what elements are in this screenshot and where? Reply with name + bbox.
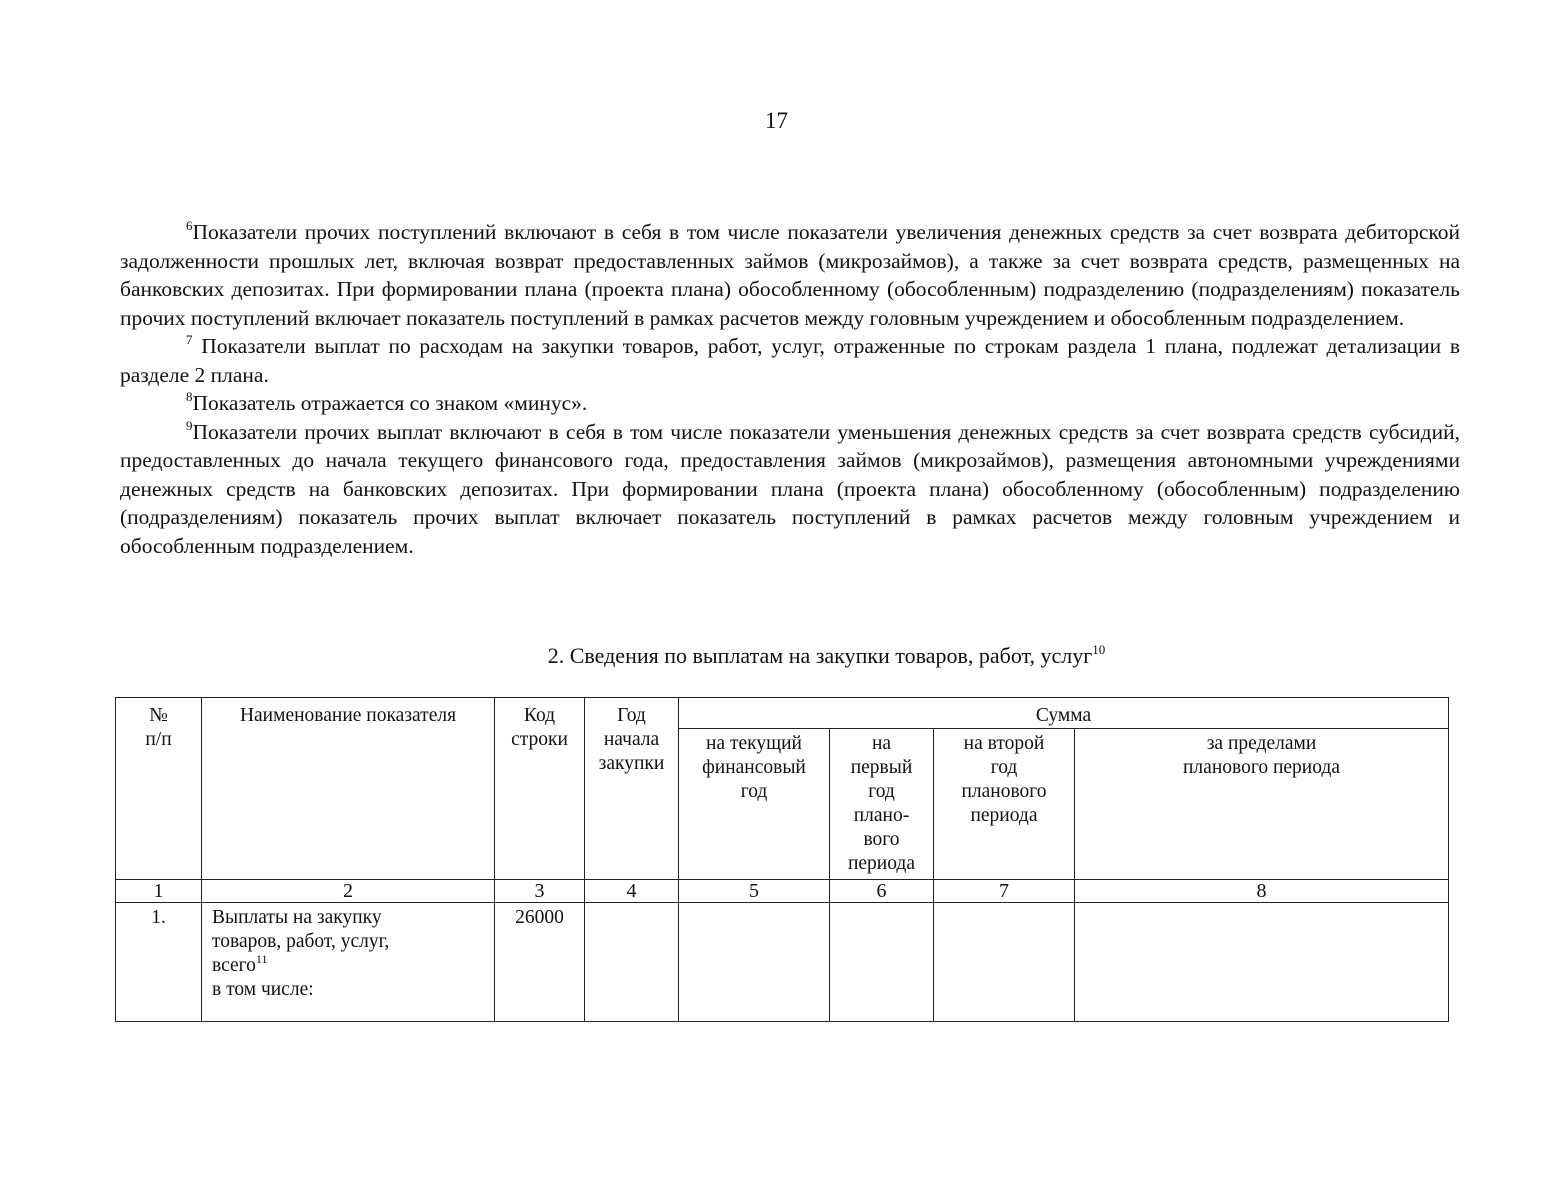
footnote-6 (120, 218, 1460, 332)
section-title-text: 2. Сведения по выплатам на закупки товаров, работ, услуг (547, 643, 1093, 668)
footnotes (120, 218, 1460, 560)
header-beyond-plan: за пределами планового периода (1075, 729, 1449, 880)
header-num: № п/п (116, 698, 202, 880)
header-sum: Сумма (679, 698, 1449, 729)
header-code: Код строки (495, 698, 585, 880)
header-second-plan-year: на второй год планового периода (934, 729, 1075, 880)
table-header-row (116, 698, 1449, 729)
footnote-7 (120, 332, 1460, 389)
row-second (934, 903, 1075, 1022)
column-number: 1 (116, 880, 202, 903)
header-first-plan-year: на первый год плано- вого периода (830, 729, 934, 880)
row-name-text: Выплаты на закупку товаров, работ, услуг, всего (212, 907, 390, 976)
footnote-mark: 9 (186, 417, 193, 433)
section-title (0, 643, 1553, 669)
row-name-mark: 11 (255, 952, 268, 966)
footnote-text: Показатели прочих выплат включают в себя в том числе показатели уменьшения денежных средств за счет возврата средств субсидий, предоставленных до начала текущего финансового года, предоставления займов (микрозаймов), размещения автономными учреждениями денежных средств на банковских депозитах. При формировании плана (проекта плана) обособленному (обособленным) подразделению (подразделениям) показатель прочих выплат включает показатель поступлений в рамках расчетов между головным учреждением и обособленным подразделением. (120, 419, 1460, 558)
row-name (202, 903, 495, 1022)
footnote-text: Показатели выплат по расходам на закупки товаров, работ, услуг, отраженные по строкам раздела 1 плана, подлежат детализации в разделе 2 плана. (120, 334, 1460, 387)
page-number: 17 (765, 108, 788, 133)
row-beyond (1075, 903, 1449, 1022)
column-number: 4 (585, 880, 679, 903)
column-number: 3 (495, 880, 585, 903)
header-name: Наименование показателя (202, 698, 495, 880)
header-current-year: на текущий финансовый год (679, 729, 830, 880)
row-num: 1. (116, 903, 202, 1022)
column-number: 8 (1075, 880, 1449, 903)
column-number: 6 (830, 880, 934, 903)
column-number: 7 (934, 880, 1075, 903)
row-current (679, 903, 830, 1022)
header-year: Год начала закупки (585, 698, 679, 880)
footnote-mark: 8 (186, 389, 193, 404)
column-number-row (116, 880, 1449, 903)
row-year (585, 903, 679, 1022)
table-row (116, 903, 1449, 1022)
section-title-mark: 10 (1092, 642, 1106, 657)
column-number: 2 (202, 880, 495, 903)
footnote-text: Показатели прочих поступлений включают в себя в том числе показатели увеличения денежных средств за счет возврата дебиторской задолженности прошлых лет, включая возврат предоставленных займов (микрозаймов), а также за счет возврата средств, размещенных на банковских депозитах. При формировании плана (проекта плана) обособленному (обособленным) подразделению (подразделениям) показатель прочих поступлений включает показатель поступлений в рамках расчетов между головным учреждением и обособленным подразделением. (120, 220, 1460, 330)
row-name-sub: в том числе: (212, 979, 314, 1000)
row-code: 26000 (495, 903, 585, 1022)
purchases-table (115, 697, 1449, 1022)
footnote-mark: 7 (186, 332, 193, 347)
footnote-mark: 6 (186, 218, 193, 233)
footnote-9 (120, 418, 1460, 561)
footnote-8 (120, 389, 1460, 418)
footnote-text: Показатель отражается со знаком «минус». (192, 391, 588, 415)
row-first (830, 903, 934, 1022)
column-number: 5 (679, 880, 830, 903)
